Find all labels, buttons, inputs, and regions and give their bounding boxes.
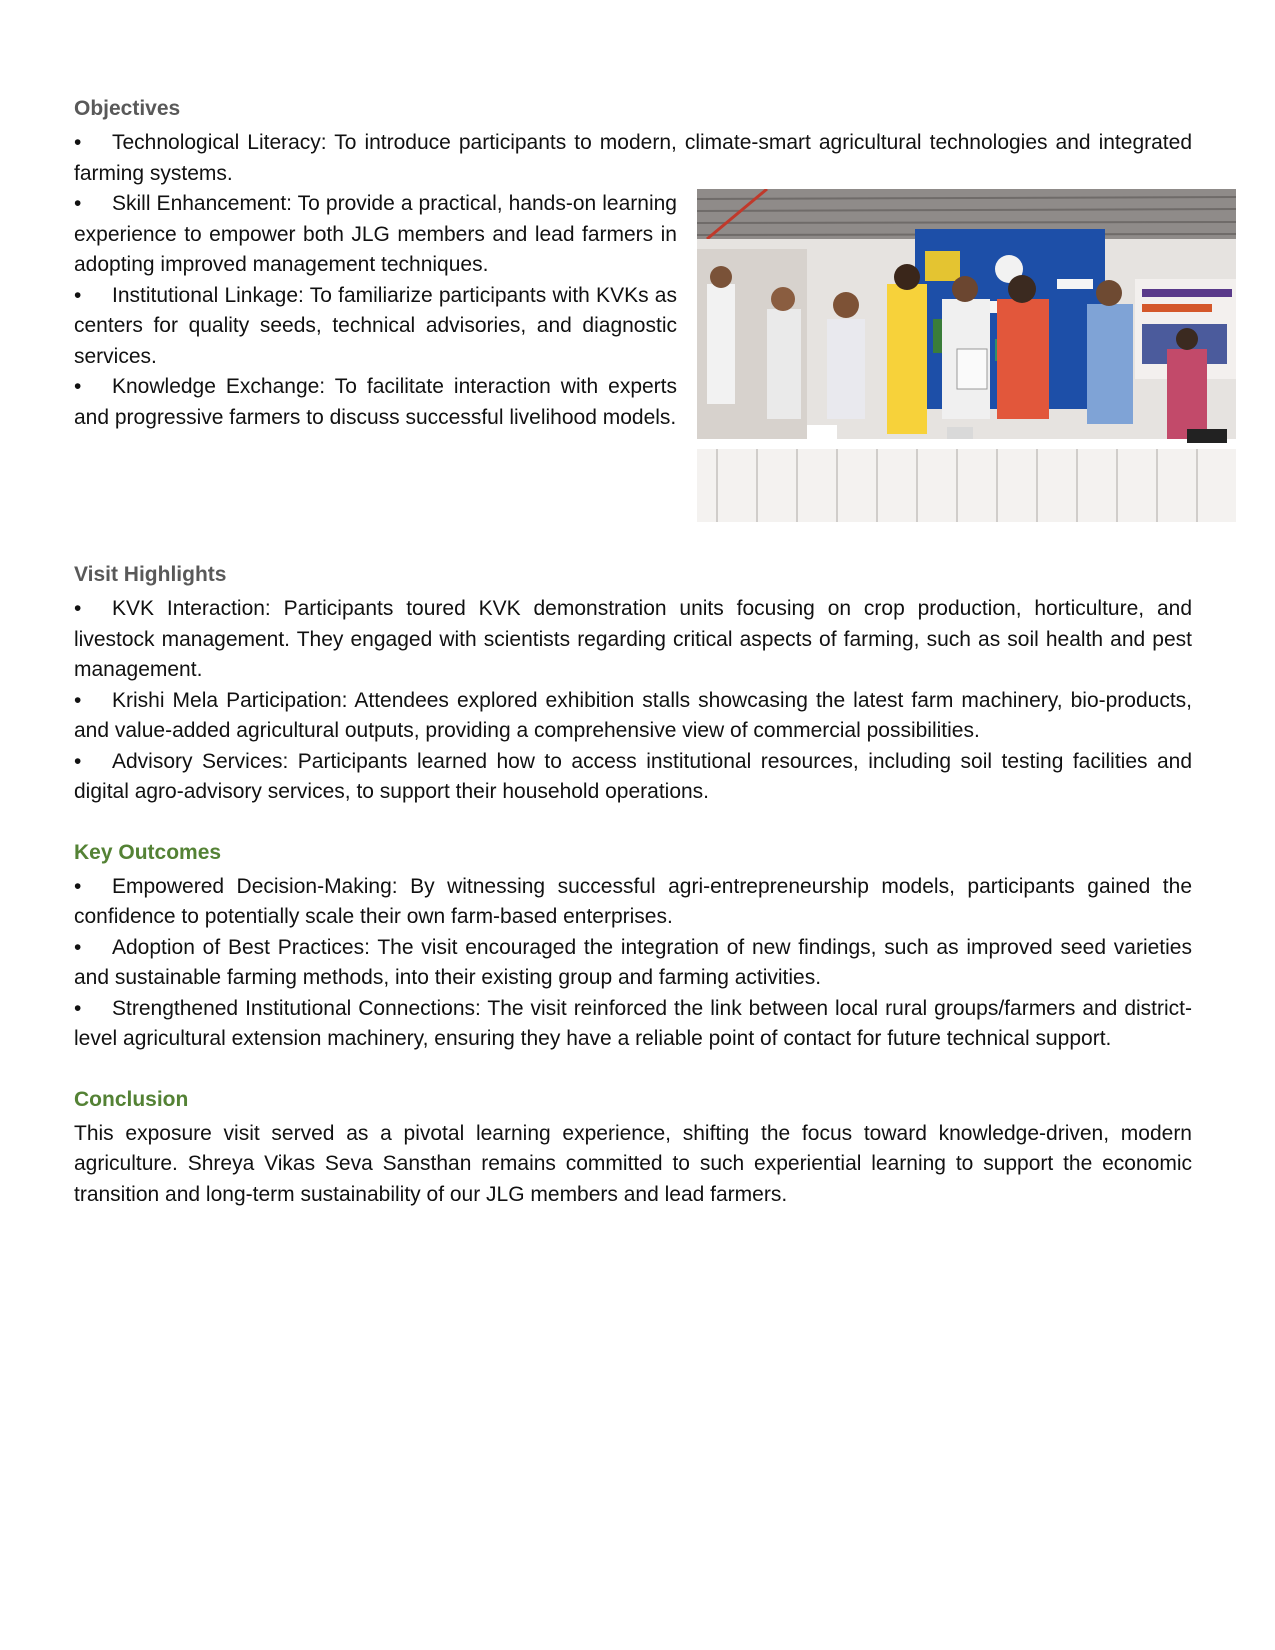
objective-text: Skill Enhancement: To provide a practical, hands-on learning experience to empower both JLG members and lead farmers in adopting improved management techniques. xyxy=(74,192,677,276)
objectives-section xyxy=(74,94,1192,530)
key-outcomes-section xyxy=(74,838,1192,1055)
bullet-icon: • xyxy=(74,996,82,1020)
bullet-icon: • xyxy=(74,688,82,712)
event-photo-icon xyxy=(697,189,1236,522)
bullet-icon: • xyxy=(74,935,82,959)
outcome-text: Strengthened Institutional Connections: The visit reinforced the link between local rural groups/farmers and district-level agricultural extension machinery, ensuring they have a reliable point of contact for future technical support. xyxy=(74,996,1192,1050)
bullet-icon: • xyxy=(74,131,82,154)
objective-item xyxy=(74,128,1192,189)
highlight-item xyxy=(74,747,1192,808)
highlight-text: KVK Interaction: Participants toured KVK demonstration units focusing on crop production, horticulture, and livestock management. They engaged with scientists regarding critical aspects of farming, such as soil health and pest management. xyxy=(74,597,1192,681)
bullet-icon: • xyxy=(74,192,82,215)
conclusion-heading: Conclusion xyxy=(74,1087,189,1111)
highlight-text: Krishi Mela Participation: Attendees explored exhibition stalls showcasing the latest farm machinery, bio-products, and value-added agricultural outputs, providing a comprehensive view of commercial possibilities. xyxy=(74,688,1192,742)
bullet-icon: • xyxy=(74,749,82,773)
highlight-item xyxy=(74,594,1192,686)
outcome-text: Adoption of Best Practices: The visit encouraged the integration of new findings, such as improved seed varieties and sustainable farming methods, into their existing group and farming activities. xyxy=(74,935,1192,989)
bullet-icon: • xyxy=(74,375,82,398)
outcome-text: Empowered Decision-Making: By witnessing successful agri-entrepreneurship models, participants gained the confidence to potentially scale their own farm-based enterprises. xyxy=(74,874,1192,928)
highlight-text: Advisory Services: Participants learned how to access institutional resources, including soil testing facilities and digital agro-advisory services, to support their household operations. xyxy=(74,749,1192,803)
bullet-icon: • xyxy=(74,874,82,898)
outcome-item xyxy=(74,933,1192,994)
objective-text: Technological Literacy: To introduce participants to modern, climate-smart agricultural technologies and integrated farming systems. xyxy=(74,131,1192,185)
visit-highlights-section xyxy=(74,560,1192,808)
highlight-item xyxy=(74,686,1192,747)
outcome-item xyxy=(74,994,1192,1055)
conclusion-section xyxy=(74,1085,1192,1211)
bullet-icon: • xyxy=(74,597,82,620)
objective-text: Knowledge Exchange: To facilitate interaction with experts and progressive farmers to discuss successful livelihood models. xyxy=(74,375,677,429)
document-content xyxy=(74,94,1192,1240)
objectives-heading: Objectives xyxy=(74,97,181,120)
conclusion-text: This exposure visit served as a pivotal learning experience, shifting the focus toward knowledge-driven, modern agriculture. Shreya Vikas Seva Sansthan remains committed to such experiential learning to support the economic transition and long-term sustainability of our JLG members and lead farmers. xyxy=(74,1121,1192,1206)
key-outcomes-heading: Key Outcomes xyxy=(74,840,222,864)
visit-highlights-heading: Visit Highlights xyxy=(74,563,227,586)
event-photo xyxy=(697,189,1236,522)
outcome-item xyxy=(74,872,1192,933)
objective-text: Institutional Linkage: To familiarize participants with KVKs as centers for quality seeds, technical advisories, and diagnostic services. xyxy=(74,283,677,368)
bullet-icon: • xyxy=(74,283,82,307)
